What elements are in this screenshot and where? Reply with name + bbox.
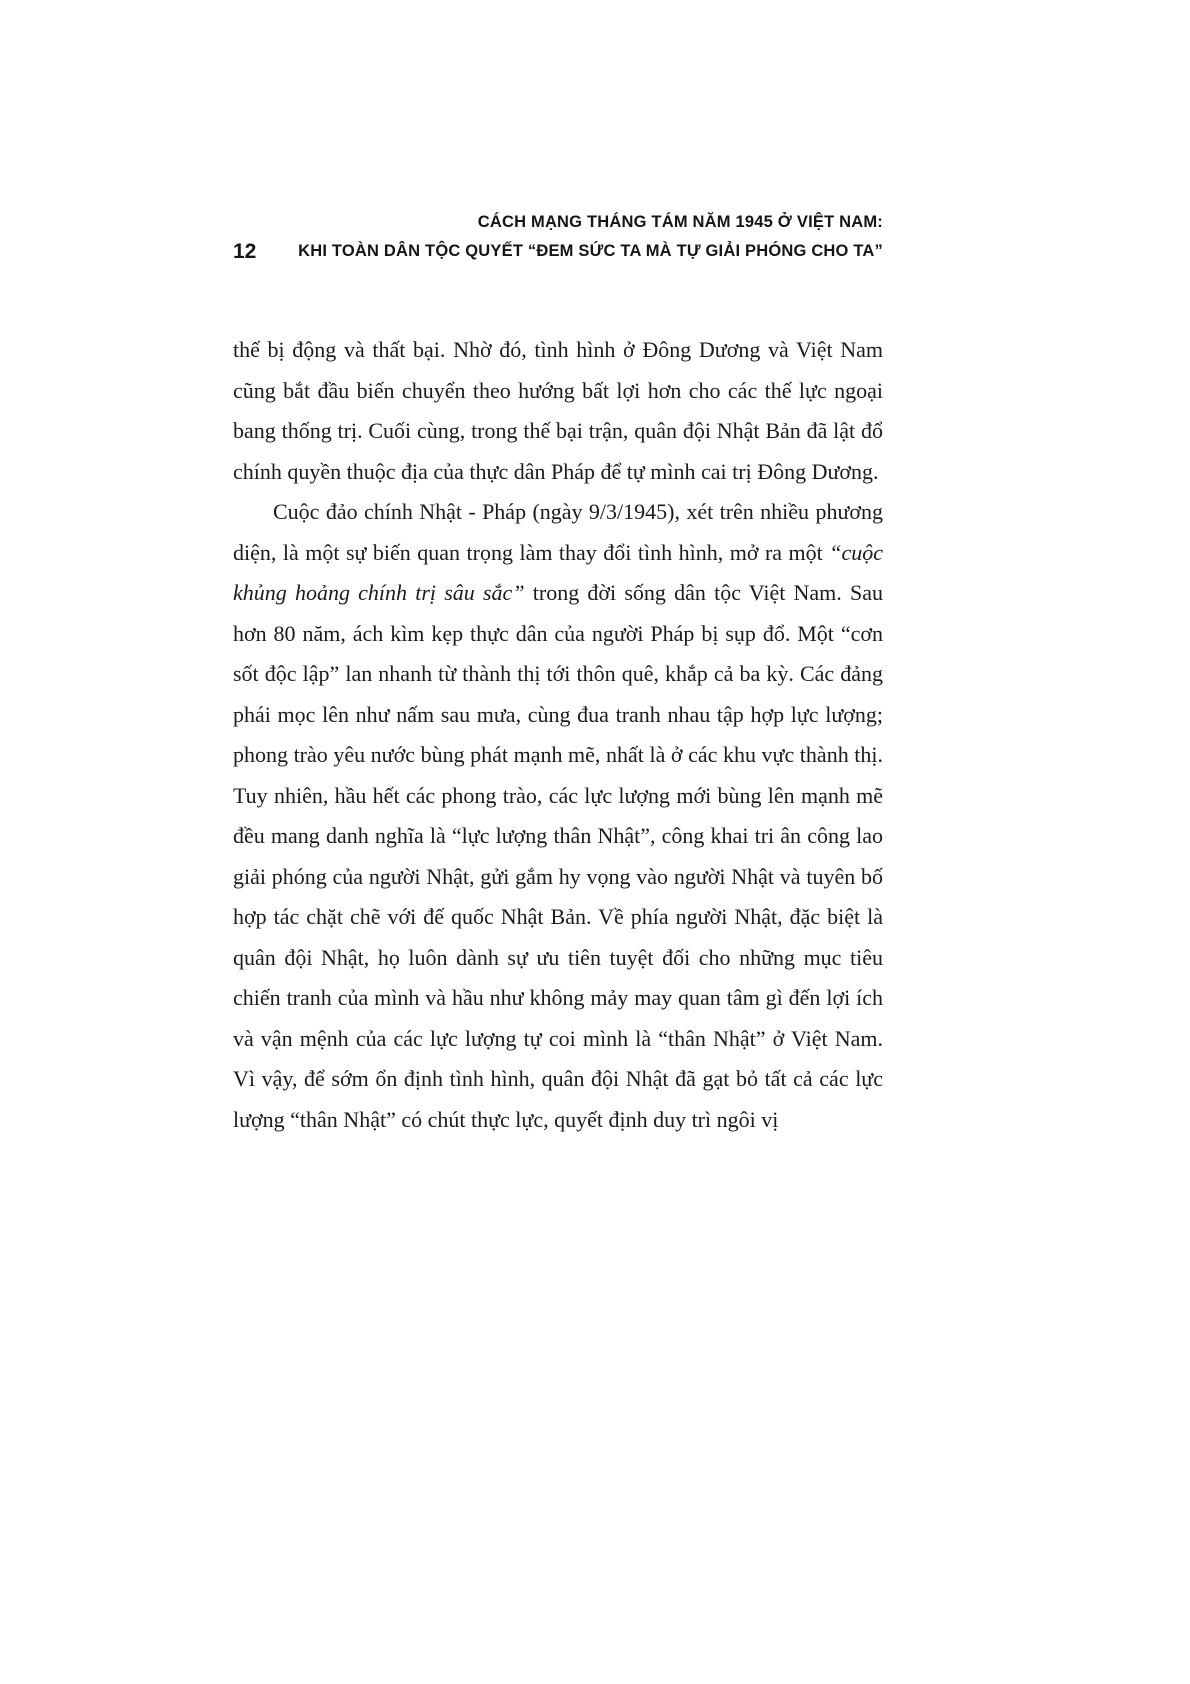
chapter-title: [256, 208, 883, 266]
page-body: [233, 330, 883, 1140]
page-content: [233, 208, 883, 1140]
chapter-title-line2: KHI TOÀN DÂN TỘC QUYẾT “ĐEM SỨC TA MÀ TỰ GIẢI PHÓNG CHO TA”: [298, 242, 883, 260]
chapter-title-line1: CÁCH MẠNG THÁNG TÁM NĂM 1945 Ở VIỆT NAM:: [477, 213, 883, 231]
paragraph-2: [233, 492, 883, 1140]
running-header: [233, 208, 883, 266]
paragraph-1: [233, 330, 883, 492]
text-segment: trong đời sống dân tộc Việt Nam. Sau hơn 80 năm, ách kìm kẹp thực dân của người Pháp bị sụp đổ. Một “cơn sốt độc lập” lan nhanh từ thành thị tới thôn quê, khắp cả ba kỳ. Các đảng phái mọc lên như nấm sau mưa, cùng đua tranh nhau tập hợp lực lượng; phong trào yêu nước bùng phát mạnh mẽ, nhất là ở các khu vực thành thị. Tuy nhiên, hầu hết các phong trào, các lực lượng mới bùng lên mạnh mẽ đều mang danh nghĩa là “lực lượng thân Nhật”, công khai tri ân công lao giải phóng của người Nhật, gửi gắm hy vọng vào người Nhật và tuyên bố hợp tác chặt chẽ với đế quốc Nhật Bản. Về phía người Nhật, đặc biệt là quân đội Nhật, họ luôn dành sự ưu tiên tuyệt đối cho những mục tiêu chiến tranh của mình và hầu như không mảy may quan tâm gì đến lợi ích và vận mệnh của các lực lượng tự coi mình là “thân Nhật” ở Việt Nam. Vì vậy, để sớm ổn định tình hình, quân đội Nhật đã gạt bỏ tất cả các lực lượng “thân Nhật” có chút thực lực, quyết định duy trì ngôi vị: [233, 580, 883, 1132]
text-segment: Cuộc đảo chính Nhật - Pháp (ngày 9/3/1945), xét trên nhiều phương diện, là một sự biến quan trọng làm thay đổi tình hình, mở ra một: [233, 499, 883, 565]
italic-quote: “cuộc khủng hoảng chính trị sâu sắc”: [233, 539, 883, 605]
page-number: 12: [233, 240, 257, 263]
text-segment: thế bị động và thất bại. Nhờ đó, tình hình ở Đông Dương và Việt Nam cũng bắt đầu biến chuyển theo hướng bất lợi hơn cho các thế lực ngoại bang thống trị. Cuối cùng, trong thế bại trận, quân đội Nhật Bản đã lật đổ chính quyền thuộc địa của thực dân Pháp để tự mình cai trị Đông Dương.: [233, 337, 883, 484]
